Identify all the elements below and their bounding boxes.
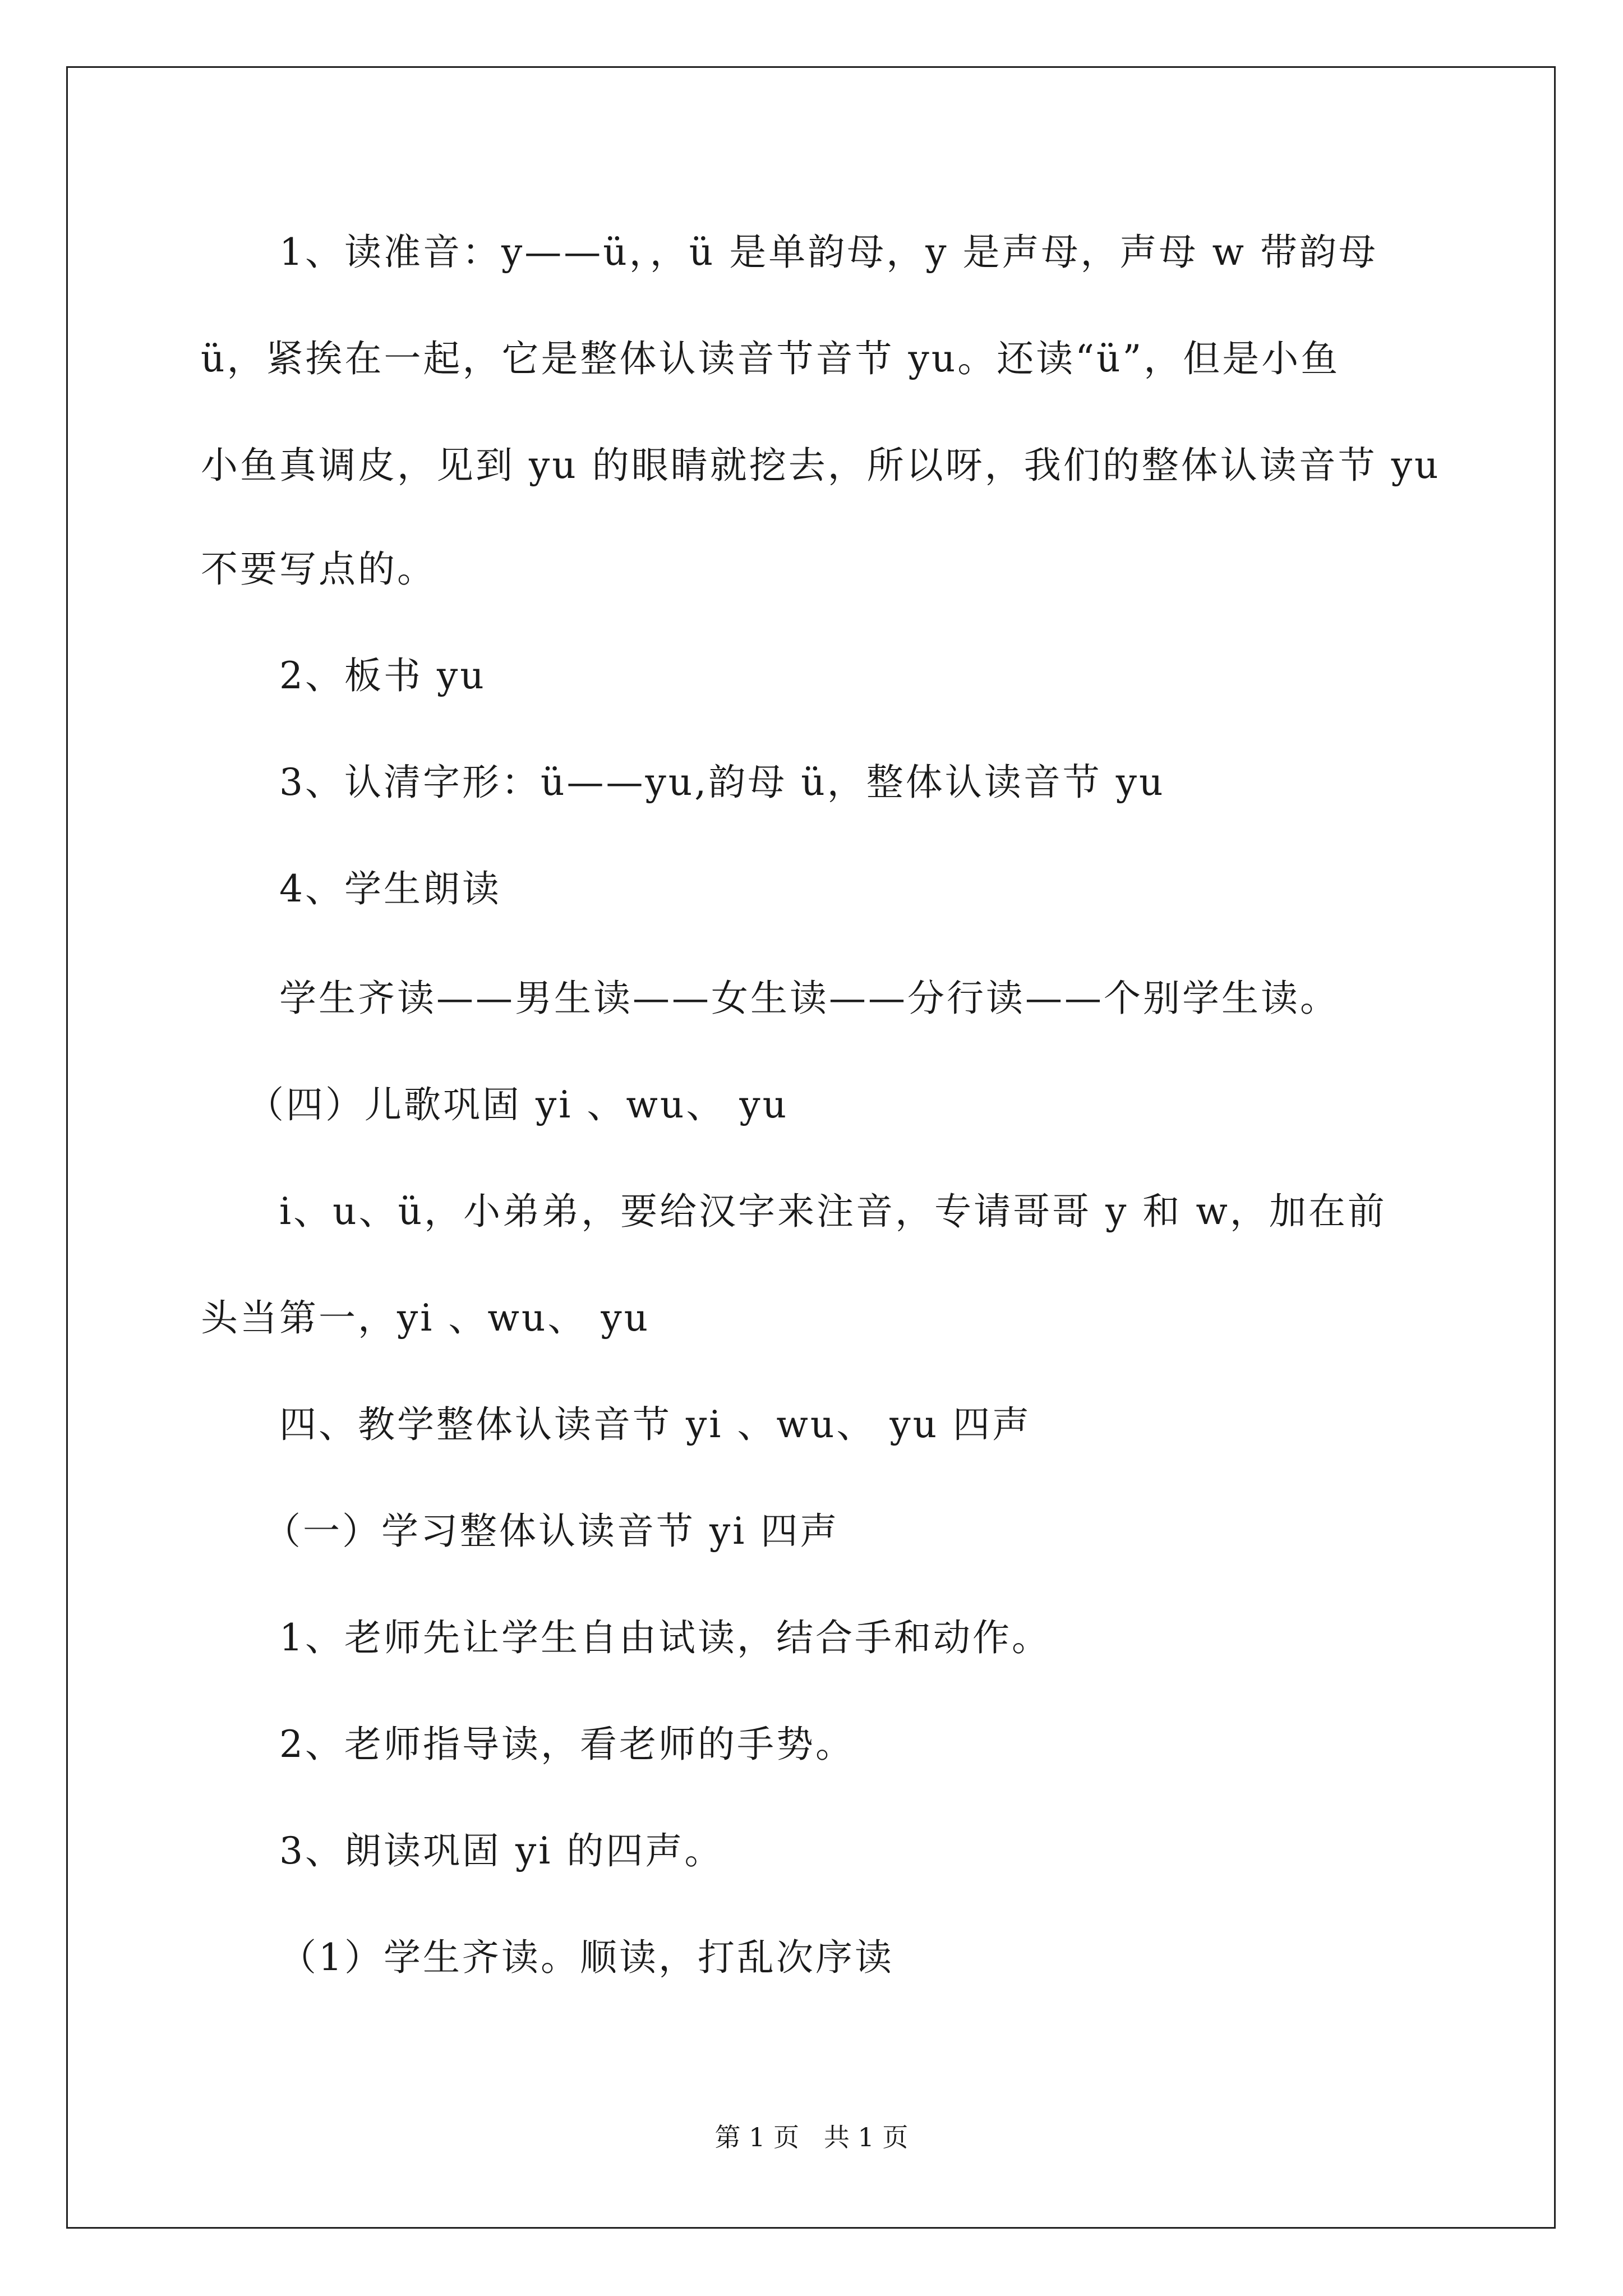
paragraph-line: 四、教学整体认读音节 yi 、wu、 yu 四声 bbox=[279, 1403, 1032, 1446]
page-footer: 第 1 页 共 1 页 bbox=[714, 2122, 909, 2152]
paragraph-line: （四）儿歌巩固 yi 、wu、 yu bbox=[247, 1083, 789, 1126]
paragraph-line: （1）学生齐读。顺读，打乱次序读 bbox=[279, 1936, 894, 1979]
paragraph-line: 头当第一，yi 、wu、 yu bbox=[201, 1296, 651, 1340]
paragraph-line: （一）学习整体认读音节 yi 四声 bbox=[264, 1510, 840, 1553]
paragraph-line: 4、学生朗读 bbox=[279, 867, 501, 910]
paragraph-line: 1、读准音：y——ü，，ü 是单韵母，y 是声母，声母 w 带韵母 bbox=[279, 231, 1378, 274]
paragraph-line: i、u、ü，小弟弟，要给汉字来注音，专请哥哥 y 和 w，加在前 bbox=[279, 1190, 1387, 1233]
paragraph-line: 不要写点的。 bbox=[201, 547, 436, 591]
page-border bbox=[66, 66, 1556, 2229]
paragraph-line: 2、板书 yu bbox=[279, 654, 486, 697]
paragraph-line: 3、朗读巩固 yi 的四声。 bbox=[279, 1829, 724, 1872]
paragraph-line: 3、认清字形：ü——yu,韵母 ü，整体认读音节 yu bbox=[279, 761, 1165, 804]
paragraph-line: ü，紧挨在一起，它是整体认读音节音节 yu。还读“ü”，但是小鱼 bbox=[201, 337, 1340, 380]
paragraph-line: 学生齐读——男生读——女生读——分行读——个别学生读。 bbox=[279, 977, 1339, 1020]
paragraph-line: 1、老师先让学生自由试读，结合手和动作。 bbox=[279, 1616, 1051, 1659]
paragraph-line: 2、老师指导读，看老师的手势。 bbox=[279, 1723, 855, 1766]
paragraph-line: 小鱼真调皮，见到 yu 的眼睛就挖去，所以呀，我们的整体认读音节 yu bbox=[201, 444, 1441, 487]
